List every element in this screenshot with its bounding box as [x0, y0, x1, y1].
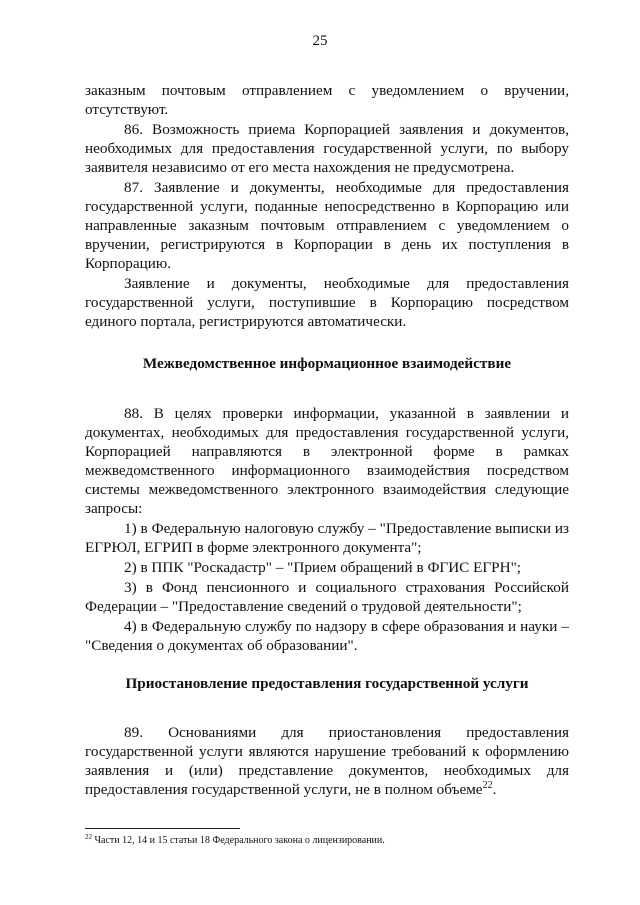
- list-item-4: 4) в Федеральную службу по надзору в сфере образования и науки – "Сведения о документах об образовании".: [85, 618, 569, 654]
- paragraph-88: 88. В целях проверки информации, указанной в заявлении и документах, необходимых для предоставления государственной услуги, Корпорацией направляются в электронной форме в рамках межведомственного информационного взаимодействия посредством системы межведомственного электронного взаимодействия следующие запросы:: [85, 405, 569, 517]
- section-heading-suspension: Приостановление предоставления государственной услуги: [125, 675, 529, 692]
- paragraph-continuation: заказным почтовым отправлением с уведомлением о вручении, отсутствуют.: [85, 82, 569, 118]
- footnote-reference[interactable]: 22: [482, 780, 493, 791]
- list-item-1: 1) в Федеральную налоговую службу – "Предоставление выписки из ЕГРЮЛ, ЕГРИП в форме электронного документа";: [85, 520, 569, 556]
- paragraph-89-text: 89. Основаниями для приостановления предоставления государственной услуги являются нарушение требований к оформлению заявления и (или) представление документов, необходимых для предоставления государственной услуги, не в полном объеме: [85, 724, 569, 798]
- paragraph-87-continued: Заявление и документы, необходимые для предоставления государственной услуги, поступившие в Корпорацию посредством единого портала, регистрируются автоматически.: [85, 275, 569, 330]
- page-number: 25: [312, 33, 328, 49]
- footnote-text: Части 12, 14 и 15 статьи 18 Федерального закона о лицензировании.: [94, 835, 385, 846]
- list-item-2: 2) в ППК "Роскадастр" – "Прием обращений в ФГИС ЕГРН";: [124, 559, 522, 576]
- footnote: [85, 834, 575, 847]
- paragraph-87: 87. Заявление и документы, необходимые для предоставления государственной услуги, поданные непосредственно в Корпорацию или направленные заказным почтовым отправлением с уведомлением о вручении, регистрируются в Корпорации в день их поступления в Корпорацию.: [85, 179, 569, 272]
- paragraph-86: 86. Возможность приема Корпорацией заявления и документов, необходимых для предоставления государственной услуги, по выбору заявителя независимо от его места нахождения не предусмотрена.: [85, 121, 569, 176]
- list-item-3: 3) в Фонд пенсионного и социального страхования Российской Федерации – "Предоставление сведений о трудовой деятельности";: [85, 579, 569, 615]
- footnote-number: 22: [85, 833, 92, 841]
- section-heading-interagency: Межведомственное информационное взаимодействие: [142, 355, 512, 372]
- document-body: [85, 81, 569, 800]
- paragraph-89-period: .: [492, 781, 497, 798]
- footnote-divider: [85, 828, 240, 829]
- paragraph-89: [85, 723, 569, 799]
